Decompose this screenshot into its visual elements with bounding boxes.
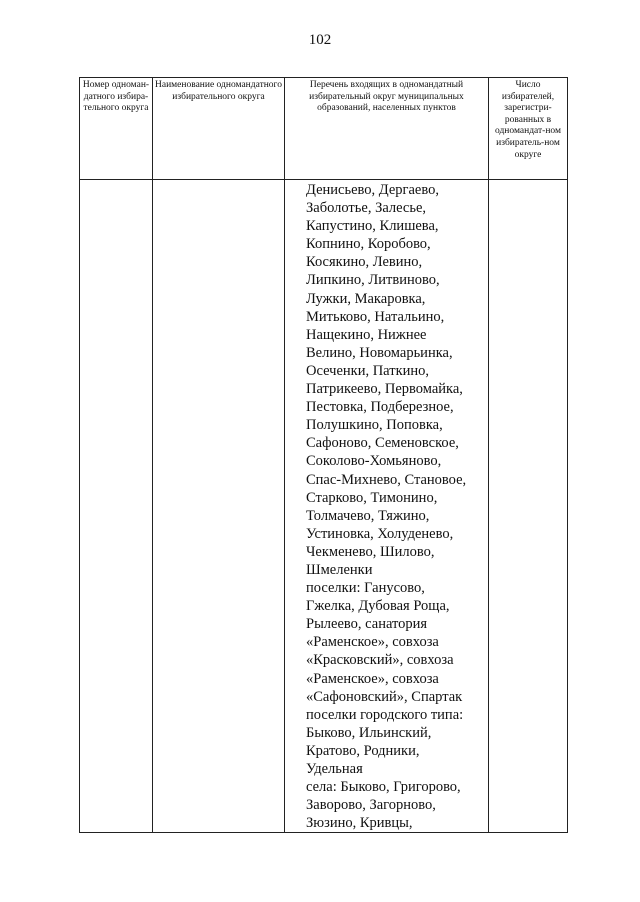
header-district-name: Наименование одномандатного избирательного округа (153, 78, 285, 180)
cell-settlements (285, 180, 489, 833)
list-item: Косякино, Левино, (306, 254, 423, 271)
list-item: села: Быково, Григорово, (306, 779, 461, 796)
list-item: Шмеленки (306, 561, 373, 578)
table-row (80, 180, 568, 833)
list-item: Полушкино, Поповка, (306, 417, 443, 434)
list-item: Заболотье, Залесье, (306, 200, 427, 217)
list-item: Копнино, Коробово, (306, 236, 431, 253)
list-item: Лужки, Макаровка, (306, 290, 426, 307)
list-item: Митьково, Натальино, (306, 308, 445, 325)
list-item: поселки: Ганусово, (306, 580, 425, 597)
list-item: Велино, Новомарьинка, (306, 344, 453, 361)
cell-voter-count (489, 180, 568, 833)
header-settlements: Перечень входящих в одномандатный избирательный округ муниципальных образований, населенных пунктов (285, 78, 489, 180)
header-district-number: Номер одноман-датного избира-тельного округа (80, 78, 153, 180)
list-item: «Сафоновский», Спартак (306, 688, 463, 705)
table-header-row (80, 78, 568, 180)
list-item: Рылеево, санатория (306, 616, 428, 633)
list-item: Зюзино, Кривцы, (306, 815, 413, 832)
list-item: Устиновка, Холуденево, (306, 525, 454, 542)
list-item: Осеченки, Паткино, (306, 362, 430, 379)
list-item: Чекменево, Шилово, (306, 543, 435, 560)
districts-table (79, 77, 568, 833)
list-item: Пестовка, Подберезное, (306, 399, 454, 416)
list-item: Толмачево, Тяжино, (306, 507, 430, 524)
list-item: «Раменское», совхоза (306, 670, 439, 687)
list-item: Денисьево, Дергаево, (306, 182, 439, 198)
list-item: Старково, Тимонино, (306, 489, 438, 506)
list-item: Соколово-Хомьяново, (306, 453, 442, 470)
list-item: Заворово, Загорново, (306, 797, 436, 814)
list-item: «Красковский», совхоза (306, 652, 454, 669)
list-item: Капустино, Клишева, (306, 218, 439, 235)
page-number: 102 (308, 32, 332, 48)
settlements-list (285, 180, 488, 832)
list-item: Кратово, Родники, (306, 742, 420, 759)
header-voter-count: Число избирателей, зарегистри-рованных в одномандат-ном избиратель-ном округе (489, 78, 568, 180)
list-item: Быково, Ильинский, (306, 724, 432, 741)
list-item: поселки городского типа: (306, 706, 464, 723)
list-item: Удельная (306, 761, 363, 777)
list-item: Патрикеево, Первомайка, (306, 381, 463, 398)
list-item: Спас-Михнево, Становое, (306, 471, 467, 488)
list-item: Гжелка, Дубовая Роща, (306, 598, 450, 615)
cell-district-number (80, 180, 153, 833)
list-item: Нащекино, Нижнее (306, 326, 427, 343)
list-item: «Раменское», совхоза (306, 634, 439, 651)
list-item: Липкино, Литвиново, (306, 272, 440, 289)
cell-district-name (153, 180, 285, 833)
list-item: Сафоново, Семеновское, (306, 435, 459, 452)
